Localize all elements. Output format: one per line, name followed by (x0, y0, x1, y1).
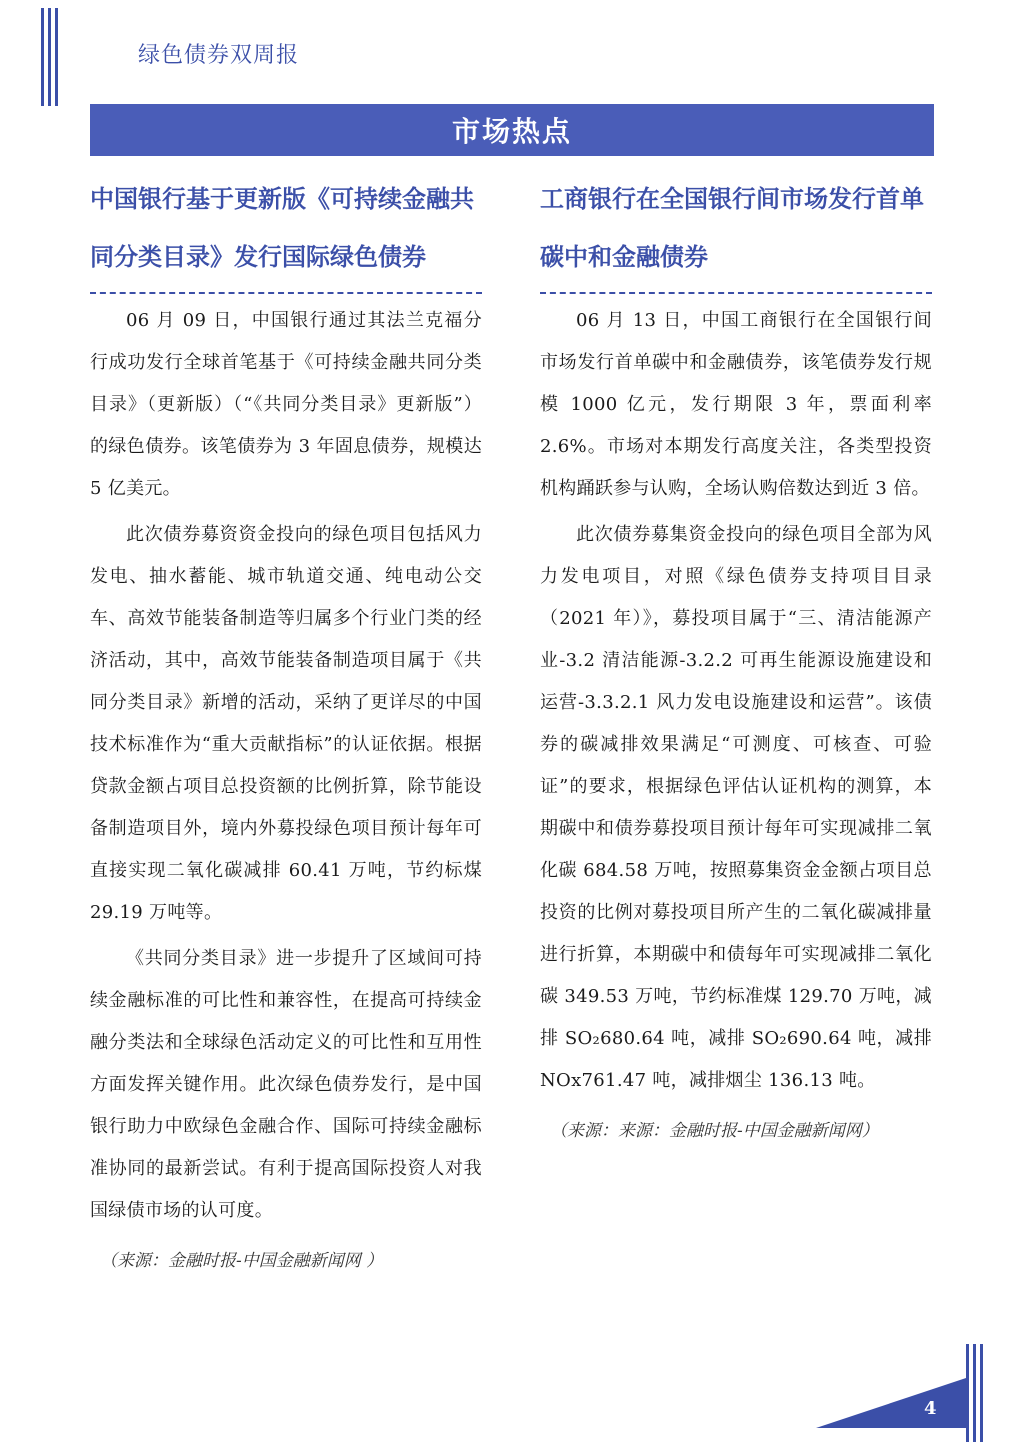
title-divider (90, 292, 482, 294)
page-number: 4 (924, 1398, 937, 1419)
section-banner (90, 104, 934, 156)
publication-title: 绿色债券双周报 (138, 43, 300, 68)
left-article (90, 170, 482, 1282)
article-title: 中国银行基于更新版《可持续金融共同分类目录》发行国际绿色债券 (90, 185, 474, 271)
article-source: （来源：金融时报-中国金融新闻网 ） (100, 1251, 384, 1271)
bottom-decorative-bars (966, 1344, 983, 1442)
article-paragraph: 06 月 09 日，中国银行通过其法兰克福分行成功发行全球首笔基于《可持续金融共同分类目录》（更新版）（“《共同分类目录》更新版”）的绿色债券。该笔债券为 3 年固息债券，规模达 5 亿美元。 (90, 310, 482, 499)
article-title: 工商银行在全国银行间市场发行首单碳中和金融债券 (540, 185, 924, 271)
right-article (540, 170, 932, 1152)
article-source: （来源：来源：金融时报-中国金融新闻网） (550, 1121, 879, 1141)
section-title: 市场热点 (451, 115, 572, 148)
top-decorative-bars (41, 8, 58, 106)
article-paragraph: 此次债券募资资金投向的绿色项目包括风力发电、抽水蓄能、城市轨道交通、纯电动公交车、高效节能装备制造等归属多个行业门类的经济活动，其中，高效节能装备制造项目属于《共同分类目录》新增的活动，采纳了更详尽的中国技术标准作为“重大贡献指标”的认证依据。根据贷款金额占项目总投资额的比例折算，除节能设备制造项目外，境内外募投绿色项目预计每年可直接实现二氧化碳减排 60.41 万吨，节约标煤 29.19 万吨等。 (90, 524, 482, 923)
article-paragraph: 《共同分类目录》进一步提升了区域间可持续金融标准的可比性和兼容性，在提高可持续金融分类法和全球绿色活动定义的可比性和互用性方面发挥关键作用。此次绿色债券发行，是中国银行助力中欧绿色金融合作、国际可持续金融标准协同的最新尝试。有利于提高国际投资人对我国绿债市场的认可度。 (90, 948, 482, 1221)
article-paragraph: 此次债券募集资金投向的绿色项目全部为风力发电项目，对照《绿色债券支持项目目录（2021 年）》，募投项目属于“三、清洁能源产业-3.2 清洁能源-3.2.2 可再生能源设施建设和运营-3.3.2.1 风力发电设施建设和运营”。该债券的碳减排效果满足“可测度、可核查、可验证”的要求，根据绿色评估认证机构的测算，本期碳中和债券募投项目预计每年可实现减排二氧化碳 684.58 万吨，按照募集资金金额占项目总投资的比例对募投项目所产生的二氧化碳减排量进行折算，本期碳中和债每年可实现减排二氧化碳 349.53 万吨，节约标准煤 129.70 万吨，减排 SO₂680.64 吨，减排 SO₂690.64 吨，减排 NOx761.47 吨，减排烟尘 136.13 吨。 (540, 524, 932, 1091)
page-corner-triangle (816, 1378, 966, 1428)
article-paragraph: 06 月 13 日，中国工商银行在全国银行间市场发行首单碳中和金融债券，该笔债券发行规模 1000 亿元，发行期限 3 年，票面利率 2.6%。市场对本期发行高度关注，各类型投资机构踊跃参与认购，全场认购倍数达到近 3 倍。 (540, 310, 932, 499)
title-divider (540, 292, 932, 294)
